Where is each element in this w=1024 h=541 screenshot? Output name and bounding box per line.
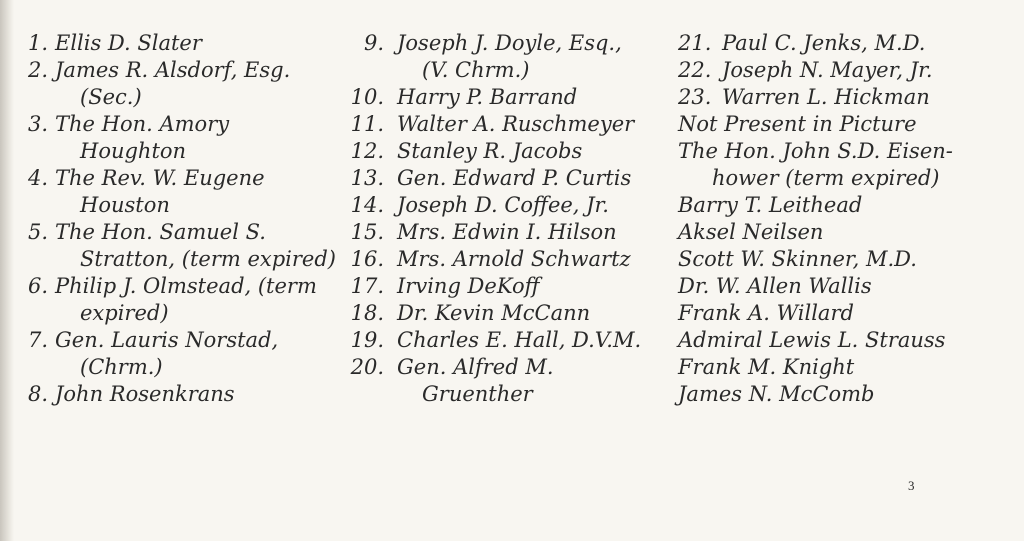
entry-name: Admiral Lewis L. Strauss	[678, 328, 946, 352]
name-entry	[350, 84, 670, 111]
entry-number: 12.	[350, 139, 384, 163]
name-entry	[678, 381, 1008, 408]
entry-name: Harry P. Barrand	[397, 85, 578, 109]
name-entry	[350, 273, 670, 300]
name-entry	[24, 111, 344, 165]
entry-name-continued: Houston	[80, 193, 170, 217]
entry-number: 3.	[27, 112, 48, 136]
entry-number: 11.	[350, 112, 384, 136]
page-gutter-shadow	[0, 0, 14, 541]
entry-number: 1.	[27, 31, 48, 55]
entry-number: 14.	[350, 193, 384, 217]
name-entry	[678, 138, 1008, 192]
entry-number: 2.	[27, 58, 48, 82]
entry-name: Stanley R. Jacobs	[397, 139, 583, 163]
name-entry	[24, 30, 344, 57]
entry-name: The Hon. Amory	[55, 112, 230, 136]
heading-text: Not Present in Picture	[678, 112, 917, 136]
entry-name: Warren L. Hickman	[722, 85, 930, 109]
entry-name: Joseph J. Doyle, Esq.,	[397, 31, 622, 55]
name-entry	[24, 381, 344, 408]
entry-number: 6.	[27, 274, 48, 298]
name-entry	[24, 327, 344, 381]
entry-number: 4.	[27, 166, 48, 190]
name-entry	[24, 273, 344, 327]
entry-name-continued: Gruenther	[422, 382, 533, 406]
entry-name: Charles E. Hall, D.V.M.	[397, 328, 642, 352]
entry-number: 16.	[350, 247, 384, 271]
page-number: 3	[908, 478, 915, 493]
name-entry	[678, 273, 1008, 300]
not-present-heading	[678, 111, 1008, 138]
entry-number: 20.	[350, 355, 384, 379]
entry-name: Paul C. Jenks, M.D.	[722, 31, 926, 55]
name-entry	[678, 300, 1008, 327]
name-entry	[350, 165, 670, 192]
entry-name: Joseph D. Coffee, Jr.	[397, 193, 609, 217]
name-entry	[24, 165, 344, 219]
entry-name: Gen. Edward P. Curtis	[397, 166, 632, 190]
name-entry	[350, 246, 670, 273]
entry-name: Aksel Neilsen	[678, 220, 824, 244]
entry-name: Dr. Kevin McCann	[397, 301, 591, 325]
entry-number: 8.	[27, 382, 48, 406]
entry-number: 7.	[27, 328, 48, 352]
names-column-right	[678, 30, 1008, 408]
name-entry	[350, 192, 670, 219]
entry-name: The Hon. Samuel S.	[55, 220, 266, 244]
name-entry	[678, 354, 1008, 381]
entry-name: Philip J. Olmstead, (term	[55, 274, 317, 298]
entry-name: The Rev. W. Eugene	[55, 166, 265, 190]
entry-name-continued: Stratton, (term expired)	[80, 247, 336, 271]
entry-name-continued: hower (term expired)	[712, 166, 940, 190]
entry-name-continued: Houghton	[80, 139, 187, 163]
name-entry	[350, 300, 670, 327]
name-entry	[678, 30, 1008, 57]
name-entry	[350, 111, 670, 138]
entry-name: Barry T. Leithead	[678, 193, 863, 217]
entry-name: Walter A. Ruschmeyer	[397, 112, 635, 136]
entry-number: 19.	[350, 328, 384, 352]
entry-name: The Hon. John S.D. Eisen-	[678, 139, 953, 163]
entry-name-continued: (Sec.)	[80, 85, 142, 109]
entry-number: 23.	[678, 85, 712, 109]
entry-number: 13.	[350, 166, 384, 190]
entry-name: Gen. Alfred M.	[397, 355, 554, 379]
entry-name: Mrs. Edwin I. Hilson	[397, 220, 617, 244]
name-entry	[350, 327, 670, 354]
entry-name-continued: (Chrm.)	[80, 355, 163, 379]
entry-name: James R. Alsdorf, Esg.	[55, 58, 291, 82]
entry-number: 18.	[350, 301, 384, 325]
entry-name: John Rosenkrans	[55, 382, 235, 406]
entry-name: Ellis D. Slater	[55, 31, 202, 55]
entry-name: Frank M. Knight	[678, 355, 855, 379]
entry-name: Dr. W. Allen Wallis	[678, 274, 872, 298]
entry-name-continued: expired)	[80, 301, 169, 325]
name-entry	[678, 219, 1008, 246]
entry-number: 22.	[678, 58, 712, 82]
entry-name: James N. McComb	[678, 382, 875, 406]
entry-name-continued: (V. Chrm.)	[422, 58, 530, 82]
entry-name: Mrs. Arnold Schwartz	[397, 247, 631, 271]
entry-number: 15.	[350, 220, 384, 244]
name-entry	[678, 246, 1008, 273]
entry-number: 5.	[27, 220, 48, 244]
entry-number: 21.	[678, 31, 712, 55]
name-entry	[24, 57, 344, 111]
name-entry	[678, 57, 1008, 84]
name-entry	[678, 327, 1008, 354]
entry-number: 10.	[350, 85, 384, 109]
name-entry	[350, 30, 670, 84]
entry-number: 9.	[363, 31, 384, 55]
name-entry	[350, 219, 670, 246]
entry-name: Frank A. Willard	[678, 301, 854, 325]
names-column-middle	[350, 30, 670, 408]
entry-name: Gen. Lauris Norstad,	[55, 328, 279, 352]
name-entry	[678, 84, 1008, 111]
names-column-left	[24, 30, 344, 408]
entry-number: 17.	[350, 274, 384, 298]
name-entry	[24, 219, 344, 273]
name-entry	[350, 354, 670, 408]
name-entry	[678, 192, 1008, 219]
entry-name: Joseph N. Mayer, Jr.	[722, 58, 933, 82]
entry-name: Scott W. Skinner, M.D.	[678, 247, 917, 271]
entry-name: Irving DeKoff	[397, 274, 540, 298]
name-entry	[350, 138, 670, 165]
